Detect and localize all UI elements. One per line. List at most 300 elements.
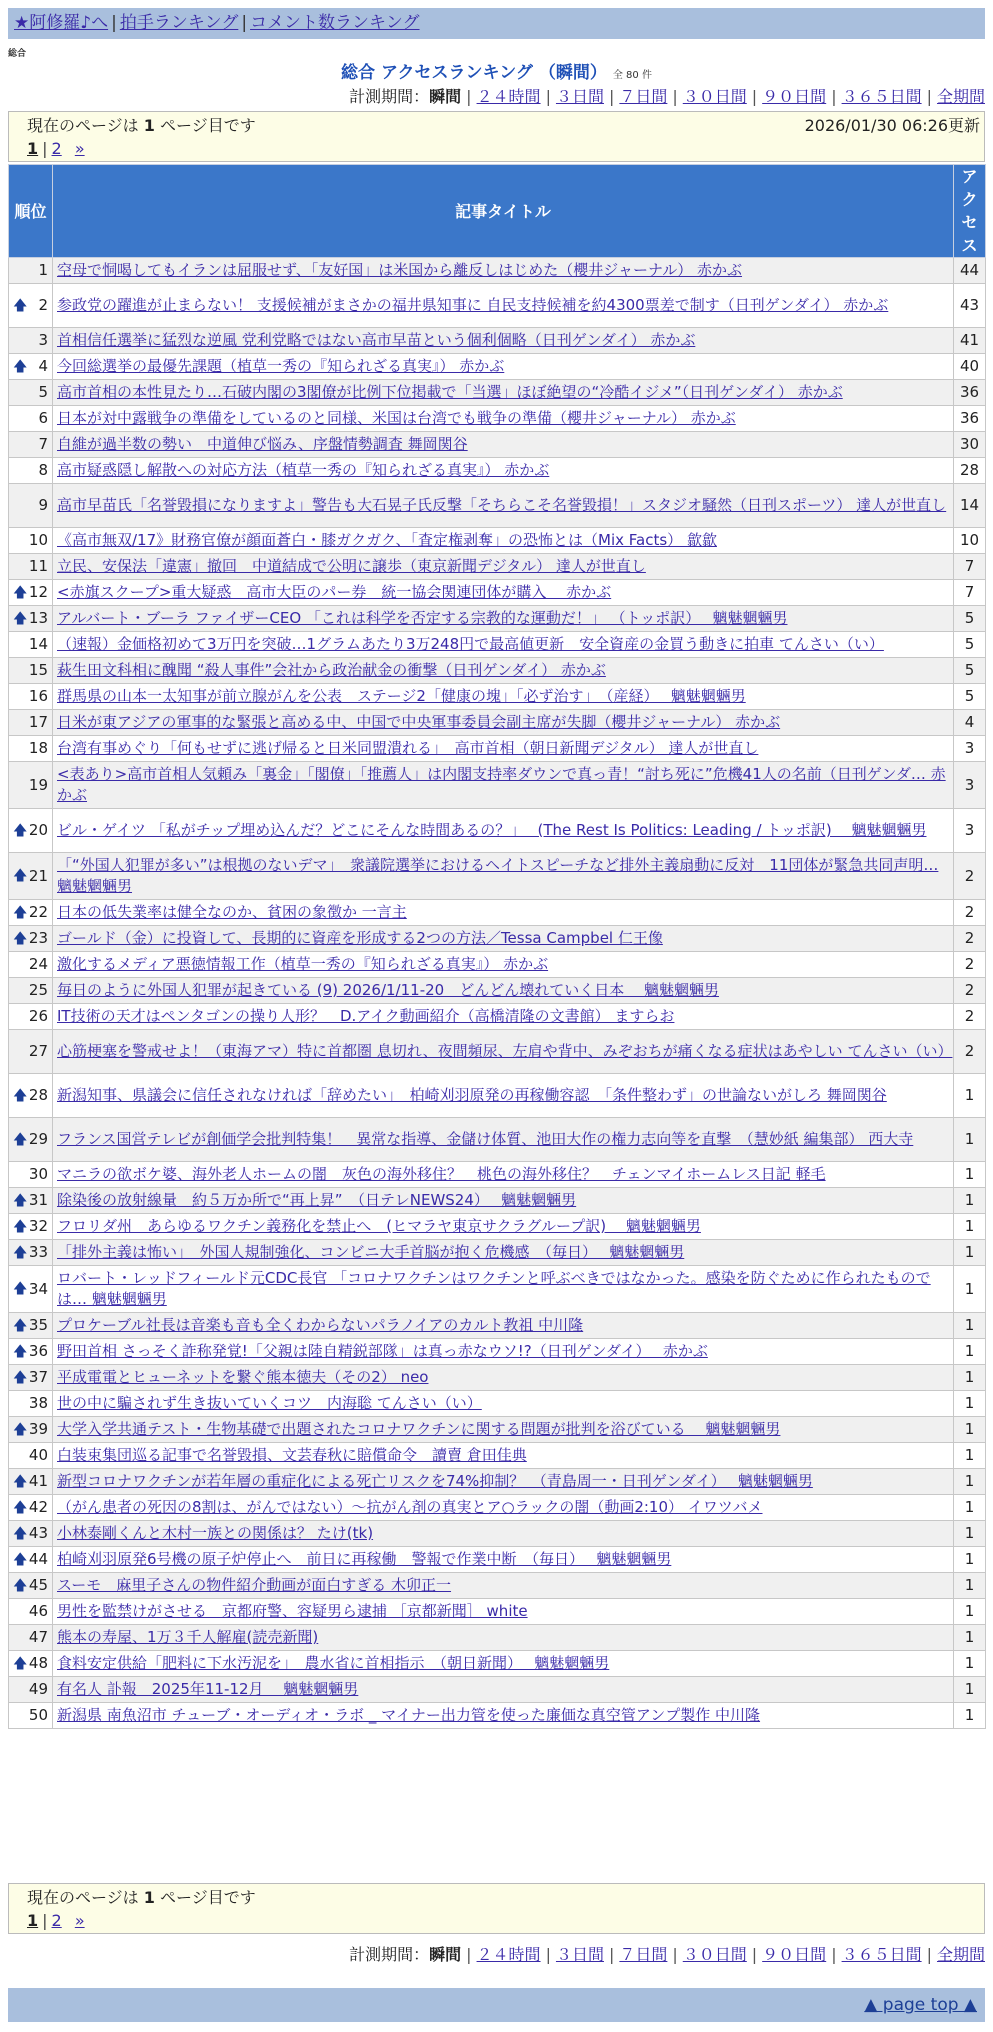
period-separator: | bbox=[926, 1945, 932, 1964]
access-count: 41 bbox=[954, 328, 986, 354]
rank-number: 31 bbox=[28, 1191, 48, 1209]
up-arrow-icon: 🡅 bbox=[13, 1525, 28, 1542]
current-page-suffix: ページ目です bbox=[154, 116, 256, 135]
rank-cell bbox=[9, 1599, 53, 1625]
rank-number: 8 bbox=[38, 461, 48, 479]
rank-number: 4 bbox=[38, 357, 48, 375]
title-cell bbox=[53, 1188, 954, 1214]
current-page-number: 1 bbox=[143, 1888, 155, 1907]
access-count: 1 bbox=[954, 1625, 986, 1651]
article-link[interactable]: フロリダ州 あらゆるワクチン義務化を禁止へ (ヒマラヤ東京サクラグループ訳) 魑魅魍魎男 bbox=[57, 1217, 701, 1235]
nav-separator: | bbox=[111, 13, 117, 33]
period-link-7d[interactable]: ７日間 bbox=[619, 1945, 668, 1964]
rank-number: 21 bbox=[28, 866, 48, 885]
category-tag: 総合 bbox=[8, 49, 27, 59]
article-link[interactable]: 日本の低失業率は健全なのか、貧困の象徴か 一言主 bbox=[57, 903, 407, 921]
comment-ranking-link[interactable]: コメント数ランキング bbox=[250, 13, 420, 33]
access-count: 1 bbox=[954, 1339, 986, 1365]
period-link-90d[interactable]: ９０日間 bbox=[762, 1945, 827, 1964]
article-link[interactable]: 高市早苗氏「名誉毀損になりますよ」警告も大石晃子氏反撃「そちらこそ名誉毀損！」スタジオ騒然（日刊スポーツ） 達人が世直し bbox=[57, 496, 947, 514]
access-count: 3 bbox=[954, 736, 986, 762]
table-row bbox=[9, 1495, 986, 1521]
rank-number: 39 bbox=[28, 1420, 48, 1438]
article-link[interactable]: 激化するメディア悪徳情報工作（植草一秀の『知られざる真実』） 赤かぶ bbox=[57, 955, 549, 973]
access-count: 1 bbox=[954, 1313, 986, 1339]
table-row bbox=[9, 1703, 986, 1729]
rank-cell bbox=[9, 1004, 53, 1030]
rank-number: 47 bbox=[28, 1628, 48, 1646]
title-cell bbox=[53, 1703, 954, 1729]
rank-cell bbox=[9, 710, 53, 736]
period-link-24h[interactable]: ２４時間 bbox=[476, 87, 541, 106]
rank-number: 26 bbox=[28, 1007, 48, 1025]
current-page-prefix: 現在のページは bbox=[27, 1888, 144, 1907]
article-link[interactable]: 平成電電とヒューネットを繋ぐ熊本徳夫（その2） neo bbox=[57, 1368, 429, 1386]
page-links bbox=[27, 138, 85, 159]
up-arrow-icon: 🡅 bbox=[13, 1192, 28, 1209]
access-count: 1 bbox=[954, 1188, 986, 1214]
rank-number: 15 bbox=[28, 661, 48, 679]
title-cell bbox=[53, 484, 954, 528]
rank-number: 36 bbox=[28, 1342, 48, 1360]
article-link[interactable]: 新潟知事、県議会に信任されなければ「辞めたい」 柏崎刈羽原発の再稼働容認 「条件整わず」の世論ないがしろ 舞岡関谷 bbox=[57, 1086, 887, 1104]
table-row bbox=[9, 1365, 986, 1391]
title-cell bbox=[53, 1030, 954, 1074]
up-arrow-icon: 🡅 bbox=[13, 1281, 28, 1297]
home-link[interactable]: ★阿修羅♪へ bbox=[14, 13, 109, 33]
period-link-all[interactable]: 全期間 bbox=[936, 1945, 985, 1964]
up-arrow-icon: 🡅 bbox=[13, 1218, 28, 1235]
rank-cell bbox=[9, 736, 53, 762]
article-link[interactable]: 有名人 訃報 2025年11-12月 魑魅魍魎男 bbox=[57, 1680, 359, 1698]
table-row bbox=[9, 380, 986, 406]
article-link[interactable]: 群馬県の山本一太知事が前立腺がんを公表 ステージ2「健康の塊」「必ず治す」 （産経） 魑魅魍魎男 bbox=[57, 687, 746, 705]
period-separator: | bbox=[466, 1945, 472, 1964]
title-cell bbox=[53, 1469, 954, 1495]
access-count: 1 bbox=[954, 1573, 986, 1599]
title-cell bbox=[53, 284, 954, 328]
article-link[interactable]: 毎日のように外国人犯罪が起きている (9) 2026/1/11-20 どんどん壊れていく日本 魑魅魍魎男 bbox=[57, 981, 719, 999]
rank-cell bbox=[9, 1214, 53, 1240]
rank-cell bbox=[9, 632, 53, 658]
top-nav-bar bbox=[8, 8, 985, 39]
rank-number: 43 bbox=[28, 1524, 48, 1542]
up-arrow-icon: 🡅 bbox=[13, 610, 28, 627]
rank-cell bbox=[9, 380, 53, 406]
rank-cell bbox=[9, 1547, 53, 1573]
period-link-24h[interactable]: ２４時間 bbox=[476, 1945, 541, 1964]
article-link[interactable]: アルバート・ブーラ ファイザーCEO 「これは科学を否定する宗教的な運動だ！」 （トッポ訳） 魑魅魍魎男 bbox=[57, 609, 788, 627]
article-link[interactable]: 高市疑惑隠し解散への対応方法（植草一秀の『知られざる真実』） 赤かぶ bbox=[57, 461, 550, 479]
period-label: 計測期間： bbox=[349, 1945, 430, 1964]
access-count: 40 bbox=[954, 354, 986, 380]
access-count: 2 bbox=[954, 926, 986, 952]
rank-cell bbox=[9, 528, 53, 554]
access-count: 10 bbox=[954, 528, 986, 554]
article-link[interactable]: IT技術の天才はペンタゴンの操り人形？ D.アイク動画紹介（高橋清隆の文書館） ますらお bbox=[57, 1007, 675, 1025]
article-link[interactable]: 食料安定供給「肥料に下水汚泥を」 農水省に首相指示 （朝日新聞） 魑魅魍魎男 bbox=[57, 1654, 610, 1672]
rank-number: 25 bbox=[28, 981, 48, 999]
table-row bbox=[9, 1162, 986, 1188]
rank-number: 49 bbox=[28, 1680, 48, 1698]
table-row bbox=[9, 853, 986, 900]
up-arrow-icon: 🡅 bbox=[13, 584, 28, 601]
up-arrow-icon: 🡅 bbox=[13, 868, 28, 884]
rank-number: 20 bbox=[28, 821, 48, 839]
article-link[interactable]: <表あり>高市首相人気頼み「裏金」「閣僚」「推薦人」は内閣支持率ダウンで真っ青！“討ち死に”危機41人の名前（日刊ゲンダ… 赤かぶ bbox=[57, 765, 946, 804]
access-count: 2 bbox=[954, 978, 986, 1004]
table-row bbox=[9, 458, 986, 484]
rank-cell bbox=[9, 1703, 53, 1729]
header-title: 記事タイトル bbox=[53, 165, 954, 258]
up-arrow-icon: 🡅 bbox=[13, 1343, 28, 1360]
article-link[interactable]: マニラの欲ボケ婆、海外老人ホームの闇 灰色の海外移住？ 桃色の海外移住？ チェンマイホームレス日記 軽毛 bbox=[57, 1165, 826, 1183]
article-link[interactable]: 萩生田文科相に醜聞 “殺人事件”会社から政治献金の衝撃（日刊ゲンダイ） 赤かぶ bbox=[57, 661, 606, 679]
title-cell bbox=[53, 1339, 954, 1365]
access-count: 5 bbox=[954, 632, 986, 658]
table-row bbox=[9, 684, 986, 710]
rank-cell bbox=[9, 1266, 53, 1313]
next-page-link[interactable]: » bbox=[74, 139, 85, 158]
rank-number: 1 bbox=[38, 261, 48, 279]
rank-number: 6 bbox=[38, 409, 48, 427]
rank-number: 5 bbox=[38, 383, 48, 401]
next-page-link[interactable]: » bbox=[74, 1911, 85, 1930]
rank-number: 24 bbox=[28, 955, 48, 973]
access-count: 2 bbox=[954, 853, 986, 900]
article-link[interactable]: ロバート・レッドフィールド元CDC長官 「コロナワクチンはワクチンと呼ぶべきではなかった。感染を防ぐために作られたものでは… 魑魅魍魎男 bbox=[57, 1269, 931, 1308]
table-row bbox=[9, 484, 986, 528]
title-cell bbox=[53, 1443, 954, 1469]
table-row bbox=[9, 978, 986, 1004]
table-row bbox=[9, 1677, 986, 1703]
rank-cell bbox=[9, 762, 53, 809]
bottom-bar bbox=[8, 1988, 985, 2022]
article-link[interactable]: 男性を監禁けがさせる 京都府警、容疑男ら逮捕 ［京都新聞］ white bbox=[57, 1602, 528, 1620]
title-cell bbox=[53, 354, 954, 380]
table-row bbox=[9, 580, 986, 606]
current-page-prefix: 現在のページは bbox=[27, 116, 144, 135]
access-count: 1 bbox=[954, 1443, 986, 1469]
table-row bbox=[9, 1030, 986, 1074]
article-link[interactable]: 柏崎刈羽原発6号機の原子炉停止へ 前日に再稼働 警報で作業中断 （毎日） 魑魅魍魎男 bbox=[57, 1550, 672, 1568]
access-count: 1 bbox=[954, 1162, 986, 1188]
period-link-365d[interactable]: ３６５日間 bbox=[841, 87, 922, 106]
article-link[interactable]: （速報）金価格初めて3万円を突破…1グラムあたり3万248円で最高値更新 安全資産の金買う動きに拍車 てんさい（い） bbox=[57, 635, 884, 653]
period-separator: | bbox=[751, 87, 758, 106]
period-separator: | bbox=[466, 87, 472, 106]
title-cell bbox=[53, 809, 954, 853]
article-link[interactable]: 野田首相 さっそく詐称発覚!「父親は陸自精鋭部隊」は真っ赤なウソ!?（日刊ゲンダイ） 赤かぶ bbox=[57, 1342, 708, 1360]
rank-cell bbox=[9, 1443, 53, 1469]
access-count: 14 bbox=[954, 484, 986, 528]
rank-number: 40 bbox=[28, 1446, 48, 1464]
rank-cell bbox=[9, 1118, 53, 1162]
table-row bbox=[9, 284, 986, 328]
table-row bbox=[9, 1266, 986, 1313]
rank-number: 7 bbox=[38, 435, 48, 453]
period-separator: | bbox=[545, 1945, 551, 1964]
article-link[interactable]: 自維が過半数の勢い 中道伸び悩み、序盤情勢調査 舞岡関谷 bbox=[57, 435, 468, 453]
table-row bbox=[9, 606, 986, 632]
rank-number: 45 bbox=[28, 1576, 48, 1594]
access-count: 1 bbox=[954, 1391, 986, 1417]
table-row bbox=[9, 632, 986, 658]
rank-number: 32 bbox=[28, 1217, 48, 1235]
title-cell bbox=[53, 658, 954, 684]
table-row bbox=[9, 1625, 986, 1651]
title-cell bbox=[53, 606, 954, 632]
rank-number: 30 bbox=[28, 1165, 48, 1183]
page-link-2[interactable]: 2 bbox=[51, 139, 62, 158]
article-link[interactable]: ビル・ゲイツ 「私がチップ埋め込んだ？どこにそんな時間あるの？」 (The Rest Is Politics: Leading / トッポ訳) 魑魅魍魎男 bbox=[57, 821, 927, 839]
article-link[interactable]: 新潟県 南魚沼市 チューブ・オーディオ・ラボ _ マイナー出力管を使った廉価な真空管アンプ製作 中川隆 bbox=[57, 1706, 761, 1724]
rank-number: 37 bbox=[28, 1368, 48, 1386]
article-link[interactable]: 新型コロナワクチンが若年層の重症化による死亡リスクを74%抑制？ （青島周一・日刊ゲンダイ） 魑魅魍魎男 bbox=[57, 1472, 813, 1490]
access-count: 5 bbox=[954, 606, 986, 632]
ranking-body bbox=[9, 258, 986, 1729]
rank-number: 23 bbox=[28, 929, 48, 947]
period-link-30d[interactable]: ３０日間 bbox=[682, 87, 747, 106]
table-row bbox=[9, 406, 986, 432]
rank-number: 34 bbox=[28, 1279, 48, 1298]
page-separator: | bbox=[42, 1911, 48, 1930]
access-count: 1 bbox=[954, 1677, 986, 1703]
article-link[interactable]: 小林泰剛くんと木村一族との関係は？ たけ(tk) bbox=[57, 1524, 374, 1542]
article-link[interactable]: 台湾有事めぐり「何もせずに逃げ帰ると日米同盟潰れる」 高市首相（朝日新聞デジタル） 達人が世直し bbox=[57, 739, 759, 757]
table-row bbox=[9, 762, 986, 809]
up-arrow-icon: 🡅 bbox=[13, 1244, 28, 1261]
table-row bbox=[9, 736, 986, 762]
rank-cell bbox=[9, 684, 53, 710]
title-cell bbox=[53, 380, 954, 406]
article-link[interactable]: フランス国営テレビが創価学会批判特集！ 異常な指導、金儲け体質、池田大作の権力志向等を直撃 （慧妙紙 編集部） 西大寺 bbox=[57, 1130, 914, 1148]
clap-ranking-link[interactable]: 拍手ランキング bbox=[119, 13, 239, 33]
rank-cell bbox=[9, 484, 53, 528]
current-page-suffix: ページ目です bbox=[154, 1888, 256, 1907]
title-cell bbox=[53, 406, 954, 432]
rank-number: 35 bbox=[28, 1316, 48, 1334]
rank-cell bbox=[9, 1417, 53, 1443]
article-link[interactable]: 世の中に騙されず生き抜いていくコツ 内海聡 てんさい（い） bbox=[57, 1394, 482, 1412]
rank-cell bbox=[9, 554, 53, 580]
rank-cell bbox=[9, 658, 53, 684]
access-count: 1 bbox=[954, 1365, 986, 1391]
period-current: 瞬間 bbox=[429, 87, 462, 106]
rank-number: 29 bbox=[28, 1130, 48, 1148]
rank-number: 27 bbox=[28, 1042, 48, 1060]
article-link[interactable]: ゴールド（金）に投資して、長期的に資産を形成する2つの方法／Tessa Campbel 仁王像 bbox=[57, 929, 663, 947]
period-link-7d[interactable]: ７日間 bbox=[619, 87, 668, 106]
access-count: 1 bbox=[954, 1521, 986, 1547]
table-row bbox=[9, 1547, 986, 1573]
article-link[interactable]: プロケーブル社長は音楽も音も全くわからないパラノイアのカルト教祖 中川隆 bbox=[57, 1316, 584, 1334]
table-row bbox=[9, 1118, 986, 1162]
rank-number: 16 bbox=[28, 687, 48, 705]
table-row bbox=[9, 1313, 986, 1339]
rank-cell bbox=[9, 978, 53, 1004]
article-link[interactable]: 除染後の放射線量 約５万か所で“再上昇” （日テレNEWS24） 魑魅魍魎男 bbox=[57, 1191, 577, 1209]
access-count: 1 bbox=[954, 1417, 986, 1443]
page-link-1: 1 bbox=[27, 139, 39, 158]
rank-number: 2 bbox=[38, 296, 48, 314]
access-count: 3 bbox=[954, 809, 986, 853]
article-link[interactable]: 《高市無双/17》財務官僚が顔面蒼白・膝ガクガク、「査定権剥奪」の恐怖とは（Mix Facts） 歙歙 bbox=[57, 531, 717, 549]
article-link[interactable]: スーモ 麻里子さんの物件紹介動画が面白すぎる 木卯正一 bbox=[57, 1576, 452, 1594]
access-count: 1 bbox=[954, 1240, 986, 1266]
up-arrow-icon: 🡅 bbox=[13, 1577, 28, 1594]
rank-cell bbox=[9, 926, 53, 952]
table-row bbox=[9, 1214, 986, 1240]
article-link[interactable]: 「“外国人犯罪が多い”は根拠のないデマ」 衆議院選挙におけるヘイトスピーチなど排外主義扇動に反対 11団体が緊急共同声明… 魑魅魍魎男 bbox=[57, 856, 939, 895]
up-arrow-icon: 🡅 bbox=[13, 930, 28, 947]
rank-cell bbox=[9, 1162, 53, 1188]
access-count: 1 bbox=[954, 1599, 986, 1625]
rank-cell bbox=[9, 1521, 53, 1547]
rank-cell bbox=[9, 1339, 53, 1365]
access-count: 7 bbox=[954, 580, 986, 606]
rank-number: 11 bbox=[28, 557, 48, 575]
title-cell bbox=[53, 432, 954, 458]
table-row bbox=[9, 1240, 986, 1266]
rank-cell bbox=[9, 432, 53, 458]
table-row bbox=[9, 354, 986, 380]
page-link-1: 1 bbox=[27, 1911, 39, 1930]
article-link[interactable]: 「排外主義は怖い」 外国人規制強化、コンビニ大手首脳が抱く危機感 （毎日） 魑魅魍魎男 bbox=[57, 1243, 685, 1261]
article-link[interactable]: 大学入学共通テスト・生物基礎で出題されたコロナワクチンに関する問題が批判を浴びている 魑魅魍魎男 bbox=[57, 1420, 781, 1438]
access-count: 36 bbox=[954, 406, 986, 432]
article-link[interactable]: 日本が対中露戦争の準備をしているのと同様、米国は台湾でも戦争の準備（櫻井ジャーナル） 赤かぶ bbox=[57, 409, 736, 427]
rank-number: 42 bbox=[28, 1498, 48, 1516]
title-cell bbox=[53, 458, 954, 484]
access-count: 1 bbox=[954, 1469, 986, 1495]
article-link[interactable]: 空母で恫喝してもイランは屈服せず、「友好国」は米国から離反しはじめた（櫻井ジャーナル） 赤かぶ bbox=[57, 261, 743, 279]
rank-cell bbox=[9, 952, 53, 978]
title-cell bbox=[53, 1004, 954, 1030]
title-cell bbox=[53, 1313, 954, 1339]
article-link[interactable]: （がん患者の死因の8割は、がんではない）～抗がん剤の真実とア○ラックの闇（動画2:10） イワツバメ bbox=[57, 1498, 763, 1516]
period-link-365d[interactable]: ３６５日間 bbox=[841, 1945, 922, 1964]
rank-number: 12 bbox=[28, 583, 48, 601]
article-link[interactable]: 今回総選挙の最優先課題（植草一秀の『知られざる真実』） 赤かぶ bbox=[57, 357, 505, 375]
up-arrow-icon: 🡅 bbox=[13, 1369, 28, 1386]
table-row bbox=[9, 952, 986, 978]
period-link-90d[interactable]: ９０日間 bbox=[762, 87, 827, 106]
access-count: 2 bbox=[954, 1030, 986, 1074]
rank-cell bbox=[9, 900, 53, 926]
period-link-all[interactable]: 全期間 bbox=[936, 87, 985, 106]
header-count: アクセス bbox=[954, 165, 986, 258]
rank-number: 9 bbox=[38, 496, 48, 514]
up-arrow-icon: 🡅 bbox=[13, 1131, 28, 1148]
title-cell bbox=[53, 554, 954, 580]
updated-timestamp: 2026/01/30 06:26更新 bbox=[804, 116, 980, 135]
period-separator: | bbox=[831, 1945, 837, 1964]
table-row bbox=[9, 432, 986, 458]
title-cell bbox=[53, 1118, 954, 1162]
title-cell bbox=[53, 1365, 954, 1391]
rank-number: 41 bbox=[28, 1472, 48, 1490]
title-cell bbox=[53, 1162, 954, 1188]
page-top-link[interactable]: ▲ page top ▲ bbox=[864, 1995, 977, 2015]
article-link[interactable]: 熊本の寿屋、1万３千人解雇(読売新聞) bbox=[57, 1628, 319, 1646]
up-arrow-icon: 🡅 bbox=[13, 1317, 28, 1334]
access-count: 3 bbox=[954, 762, 986, 809]
article-link[interactable]: 高市首相の本性見たり…石破内閣の3閣僚が比例下位掲載で「当選」ほぼ絶望の“冷酷イジメ”（日刊ゲンダイ） 赤かぶ bbox=[57, 383, 843, 401]
rank-number: 3 bbox=[38, 331, 48, 349]
rank-cell bbox=[9, 1677, 53, 1703]
ranking-table bbox=[8, 164, 986, 1729]
period-current: 瞬間 bbox=[429, 1945, 462, 1964]
access-count: 43 bbox=[954, 284, 986, 328]
page-separator: | bbox=[42, 139, 48, 158]
title-cell bbox=[53, 978, 954, 1004]
page-title-text: 総合 アクセスランキング （瞬間） bbox=[341, 63, 607, 83]
table-row bbox=[9, 1651, 986, 1677]
period-link-3d[interactable]: ３日間 bbox=[555, 87, 604, 106]
period-selector-bottom bbox=[349, 1944, 985, 1966]
table-row bbox=[9, 1469, 986, 1495]
title-cell bbox=[53, 710, 954, 736]
page-title bbox=[0, 62, 993, 87]
current-page-text bbox=[27, 115, 256, 136]
article-link[interactable]: 心筋梗塞を警戒せよ！（東海アマ）特に首都圏 息切れ、夜間頻尿、左肩や背中、みぞおちが痛くなる症状はあやしい てんさい（い） bbox=[57, 1042, 953, 1060]
nav-separator: | bbox=[241, 13, 248, 33]
rank-number: 38 bbox=[28, 1394, 48, 1412]
table-header-row bbox=[9, 165, 986, 258]
article-link[interactable]: 白装束集団巡る記事で名誉毀損、文芸春秋に賠償命令 讀賣 倉田佳典 bbox=[57, 1446, 527, 1464]
table-row bbox=[9, 328, 986, 354]
article-link[interactable]: 立民、安保法「違憲」撤回 中道結成で公明に譲歩（東京新聞デジタル） 達人が世直し bbox=[57, 557, 646, 575]
rank-number: 28 bbox=[28, 1086, 48, 1104]
access-count: 1 bbox=[954, 1547, 986, 1573]
table-row bbox=[9, 528, 986, 554]
table-row bbox=[9, 1188, 986, 1214]
title-cell bbox=[53, 762, 954, 809]
period-link-3d[interactable]: ３日間 bbox=[555, 1945, 604, 1964]
table-row bbox=[9, 1391, 986, 1417]
title-cell bbox=[53, 926, 954, 952]
title-cell bbox=[53, 900, 954, 926]
period-link-30d[interactable]: ３０日間 bbox=[682, 1945, 747, 1964]
article-link[interactable]: 日米が東アジアの軍事的な緊張と高める中、中国で中央軍事委員会副主席が失脚（櫻井ジャーナル） 赤かぶ bbox=[57, 713, 781, 731]
article-link[interactable]: <赤旗スクープ>重大疑惑 高市大臣のパー券 統一協会関連団体が購入 赤かぶ bbox=[57, 583, 612, 601]
title-cell bbox=[53, 952, 954, 978]
rank-number: 50 bbox=[28, 1706, 48, 1724]
access-count: 4 bbox=[954, 710, 986, 736]
title-cell bbox=[53, 1677, 954, 1703]
access-count: 1 bbox=[954, 1074, 986, 1118]
table-row bbox=[9, 1074, 986, 1118]
up-arrow-icon: 🡅 bbox=[13, 297, 28, 314]
rank-cell bbox=[9, 284, 53, 328]
title-cell bbox=[53, 632, 954, 658]
table-row bbox=[9, 1417, 986, 1443]
page-link-2[interactable]: 2 bbox=[51, 1911, 62, 1930]
access-count: 1 bbox=[954, 1495, 986, 1521]
period-separator: | bbox=[672, 87, 678, 106]
title-cell bbox=[53, 1495, 954, 1521]
period-separator: | bbox=[545, 87, 551, 106]
title-cell bbox=[53, 853, 954, 900]
up-arrow-icon: 🡅 bbox=[13, 358, 28, 375]
rank-cell bbox=[9, 1074, 53, 1118]
access-count: 36 bbox=[954, 380, 986, 406]
article-link[interactable]: 参政党の躍進が止まらない！ 支援候補がまさかの福井県知事に 自民支持候補を約4300票差で制す（日刊ゲンダイ） 赤かぶ bbox=[57, 296, 889, 314]
period-separator: | bbox=[751, 1945, 758, 1964]
article-link[interactable]: 首相信任選挙に猛烈な逆風 党利党略ではない高市早苗という個利個略（日刊ゲンダイ） 赤かぶ bbox=[57, 331, 696, 349]
title-cell bbox=[53, 1391, 954, 1417]
